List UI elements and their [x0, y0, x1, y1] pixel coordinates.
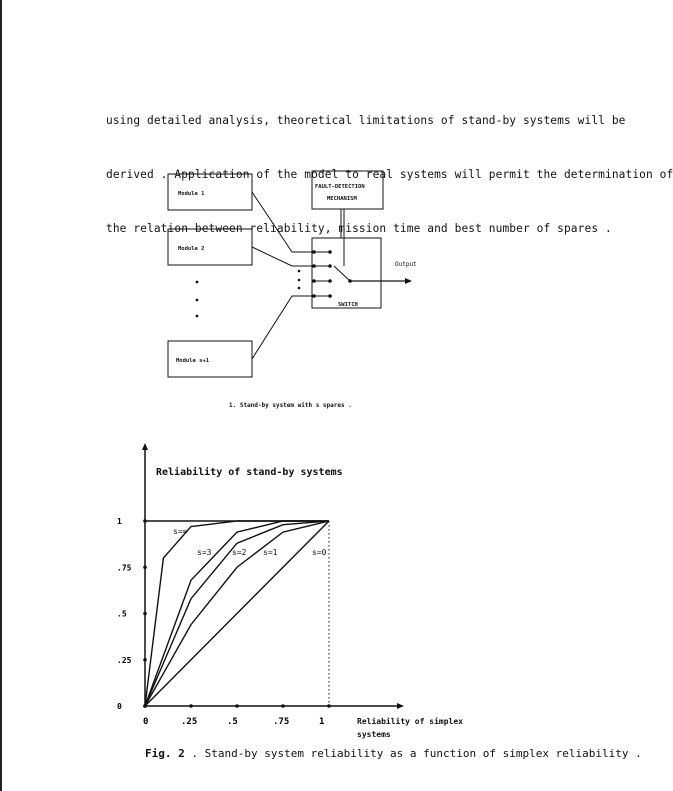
y-tick-label: .75	[117, 563, 132, 573]
series-label-0: s=0	[312, 548, 327, 557]
y-tick-mark	[143, 565, 147, 569]
module-2-label: Module 2	[178, 246, 205, 252]
figure-2-caption-text: . Stand-by system reliability as a function of simplex reliability .	[191, 747, 642, 760]
output-label: Output	[395, 261, 417, 268]
x-axis-label	[357, 715, 497, 741]
y-tick-mark	[143, 704, 147, 708]
series-label-1: s=1	[263, 548, 278, 557]
x-tick-mark	[281, 704, 285, 708]
x-tick-label: 0	[143, 717, 149, 727]
paragraph-line: the relation between reliability, mission time and best number of spares .	[106, 222, 612, 235]
y-tick-label: .25	[117, 655, 132, 665]
module-1-label: Module 1	[178, 191, 205, 197]
x-tick-label: .75	[273, 717, 290, 727]
x-tick-mark	[235, 704, 239, 708]
y-tick-mark	[143, 519, 147, 523]
chart-title: Reliability of stand-by systems	[156, 467, 343, 478]
x-tick-mark	[327, 704, 331, 708]
y-tick-label: .5	[117, 609, 127, 619]
paragraph-line: derived . Application of the model to real systems will permit the determination of	[106, 168, 673, 181]
y-tick-label: 0	[117, 702, 122, 711]
x-tick-mark	[189, 704, 193, 708]
figure-1-caption: 1. Stand-by system with s spares .	[229, 402, 352, 409]
paragraph-line: using detailed analysis, theoretical limitations of stand-by systems will be	[106, 114, 626, 127]
y-tick-mark	[143, 658, 147, 662]
series-label-inf: s=∞	[173, 527, 188, 536]
mechanism-label: MECHANISM	[327, 196, 357, 202]
x-tick-label: .5	[227, 717, 238, 727]
figure-2-caption	[145, 747, 642, 760]
series-label-3: s=3	[197, 548, 212, 557]
fig-label: Fig. 2	[145, 747, 192, 760]
x-tick-label: 1	[319, 717, 325, 727]
x-axis-label-text: Reliability of simplex systems	[357, 717, 463, 739]
y-tick-mark	[143, 612, 147, 616]
switch-label: SWITCH	[338, 302, 358, 308]
series-label-2: s=2	[232, 548, 247, 557]
module-s1-label: Module s+1	[176, 358, 210, 364]
x-tick-label: .25	[181, 717, 198, 727]
y-tick-label: 1	[117, 517, 122, 526]
fault-detection-label: FAULT-DETECTION	[315, 184, 365, 190]
